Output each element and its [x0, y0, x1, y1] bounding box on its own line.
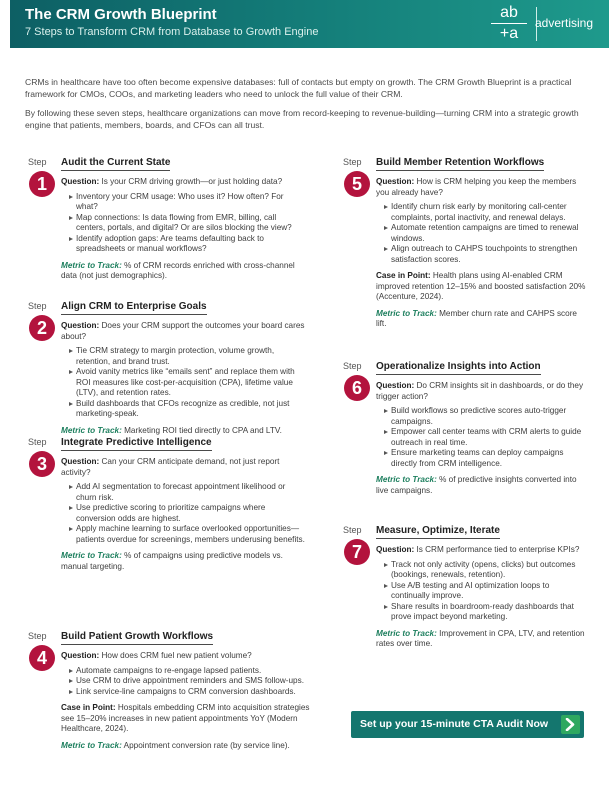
cta-label: Set up your 15-minute CTA Audit Now	[360, 718, 549, 730]
intro-text	[25, 77, 585, 131]
list-item: Use predictive scoring to prioritize campaigns where conversion odds are highest.	[69, 503, 306, 524]
step-number-badge: 2	[29, 315, 55, 341]
step-title: Measure, Optimize, Iterate	[376, 525, 500, 539]
bullet-list	[384, 202, 588, 265]
header-banner	[10, 0, 609, 48]
metric-label: Metric to Track:	[61, 425, 122, 435]
bullet-list	[69, 666, 311, 698]
case-label: Case in Point:	[376, 271, 431, 280]
step-label: Step	[28, 157, 47, 167]
list-item: Identify churn risk early by monitoring call-center complaints, portal inactivity, and renewal delays.	[384, 202, 588, 223]
list-item: Tie CRM strategy to margin protection, volume growth, retention, and brand trust.	[69, 346, 306, 367]
intro-paragraph: By following these seven steps, healthcare organizations can move from record-keeping to revenue-building—turning CRM into a strategic growth engine that patients, members, boards, and CFOs can all trust.	[25, 108, 579, 130]
question-label: Question:	[376, 381, 415, 390]
step-number-badge: 3	[29, 451, 55, 477]
list-item: Map connections: Is data flowing from EMR, billing, call centers, portals, and digital? Or are silos blocking the view?	[69, 213, 306, 234]
step-title: Integrate Predictive Intelligence	[61, 437, 212, 451]
case-label: Case in Point:	[61, 703, 116, 712]
logo-top: ab	[491, 5, 527, 24]
metric-label: Metric to Track:	[61, 740, 122, 750]
step-title: Audit the Current State	[61, 157, 170, 171]
case-text: Health plans using AI-enabled CRM improved retention 12–15% and boosted satisfaction 20% (Accenture, 2024).	[376, 271, 586, 301]
list-item: Build dashboards that CFOs recognize as credible, not just marketing-speak.	[69, 399, 306, 420]
page-title: The CRM Growth Blueprint	[25, 6, 217, 23]
list-item: Avoid vanity metrics like “emails sent” and replace them with ROI measures like cost-per-acquisition (CPA), lifetime value (LTV), and retention rates.	[69, 367, 306, 399]
question-label: Question:	[61, 177, 100, 186]
bullet-list	[69, 346, 306, 420]
metric-text: Appointment conversion rate (by service line).	[123, 740, 290, 750]
list-item: Empower call center teams with CRM alerts to guide outreach in real time.	[384, 427, 588, 448]
metric-label: Metric to Track:	[376, 308, 437, 318]
step-label: Step	[28, 437, 47, 447]
list-item: Automate retention campaigns are timed to renewal windows.	[384, 223, 588, 244]
question-label: Question:	[61, 457, 100, 466]
bullet-list	[69, 482, 306, 545]
list-item: Ensure marketing teams can deploy campaigns directly from CRM intelligence.	[384, 448, 588, 469]
step-question: Is CRM performance tied to enterprise KPIs?	[416, 545, 580, 554]
step-title: Build Patient Growth Workflows	[61, 631, 213, 645]
metric-text: % of CRM records enriched with cross-channel data (not just demographics).	[61, 260, 295, 280]
cta-audit-button[interactable]	[351, 711, 584, 738]
bullet-list	[69, 192, 306, 255]
step-title: Align CRM to Enterprise Goals	[61, 301, 207, 315]
list-item: Use A/B testing and AI optimization loops to continually improve.	[384, 581, 588, 602]
brand-name: advertising	[534, 16, 593, 30]
list-item: Share results in boardroom-ready dashboards that prove impact beyond marketing.	[384, 602, 588, 623]
step-label: Step	[343, 361, 362, 371]
metric-text: Marketing ROI tied directly to CPA and LTV.	[124, 425, 282, 435]
case-text: Hospitals embedding CRM into acquisition strategies see 15–20% increases in new patient appointments YoY (Modern Healthcare, 2024).	[61, 703, 310, 733]
step-number-badge: 6	[344, 375, 370, 401]
list-item: Apply machine learning to surface overlooked opportunities—patients overdue for screenings, members underusing benefits.	[69, 524, 306, 545]
question-label: Question:	[61, 321, 100, 330]
list-item: Track not only activity (opens, clicks) but outcomes (bookings, renewals, retention).	[384, 560, 588, 581]
step-number-badge: 7	[344, 539, 370, 565]
step-title: Build Member Retention Workflows	[376, 157, 544, 171]
list-item: Identify adoption gaps: Are teams defaulting back to spreadsheets or manual workflows?	[69, 234, 306, 255]
bullet-list	[384, 560, 588, 623]
list-item: Use CRM to drive appointment reminders and SMS follow-ups.	[69, 676, 311, 687]
intro-paragraph: CRMs in healthcare have too often become expensive databases: full of contacts but empty on growth. The CRM Growth Blueprint is a practical framework for CMOs, COOs, and marketing leaders who need to unlock the full value of their CRM.	[25, 77, 572, 99]
step-label: Step	[343, 157, 362, 167]
question-label: Question:	[376, 545, 415, 554]
metric-text: % of campaigns using predictive models vs. manual targeting.	[61, 551, 283, 571]
page-subtitle: 7 Steps to Transform CRM from Database to Growth Engine	[25, 26, 319, 38]
list-item: Align outreach to CAHPS touchpoints to strengthen satisfaction scores.	[384, 244, 588, 265]
step-number-badge: 5	[344, 171, 370, 197]
list-item: Inventory your CRM usage: Who uses it? How often? For what?	[69, 192, 306, 213]
step-title: Operationalize Insights into Action	[376, 361, 541, 375]
step-label: Step	[343, 525, 362, 535]
list-item: Link service-line campaigns to CRM conversion dashboards.	[69, 687, 311, 698]
step-label: Step	[28, 631, 47, 641]
step-label: Step	[28, 301, 47, 311]
metric-label: Metric to Track:	[61, 260, 122, 270]
step-number-badge: 1	[29, 171, 55, 197]
list-item: Add AI segmentation to forecast appointment likelihood or churn risk.	[69, 482, 306, 503]
step-question: Does your CRM support the outcomes your board cares about?	[61, 321, 305, 341]
step-number-badge: 4	[29, 645, 55, 671]
question-label: Question:	[61, 651, 100, 660]
step-question: Can your CRM anticipate demand, not just report activity?	[61, 457, 280, 477]
metric-text: Improvement in CPA, LTV, and retention rates over time.	[376, 628, 585, 648]
metric-label: Metric to Track:	[376, 475, 437, 484]
list-item: Build workflows so predictive scores auto-trigger campaigns.	[384, 406, 588, 427]
logo-bottom: +a	[499, 25, 519, 42]
step-question: Do CRM insights sit in dashboards, or do they trigger action?	[376, 381, 584, 401]
metric-text: Member churn rate and CAHPS score lift.	[376, 308, 577, 328]
brand-logo	[491, 5, 527, 43]
bullet-list	[384, 406, 588, 469]
step-question: How does CRM fuel new patient volume?	[101, 651, 252, 660]
chevron-right-icon	[561, 715, 580, 734]
list-item: Automate campaigns to re-engage lapsed patients.	[69, 666, 311, 677]
question-label: Question:	[376, 177, 415, 186]
step-question: How is CRM helping you keep the members you already have?	[376, 177, 577, 197]
metric-label: Metric to Track:	[376, 628, 437, 638]
metric-text: % of predictive insights converted into live campaigns.	[376, 475, 577, 495]
step-question: Is your CRM driving growth—or just holding data?	[101, 177, 283, 186]
metric-label: Metric to Track:	[61, 551, 122, 560]
